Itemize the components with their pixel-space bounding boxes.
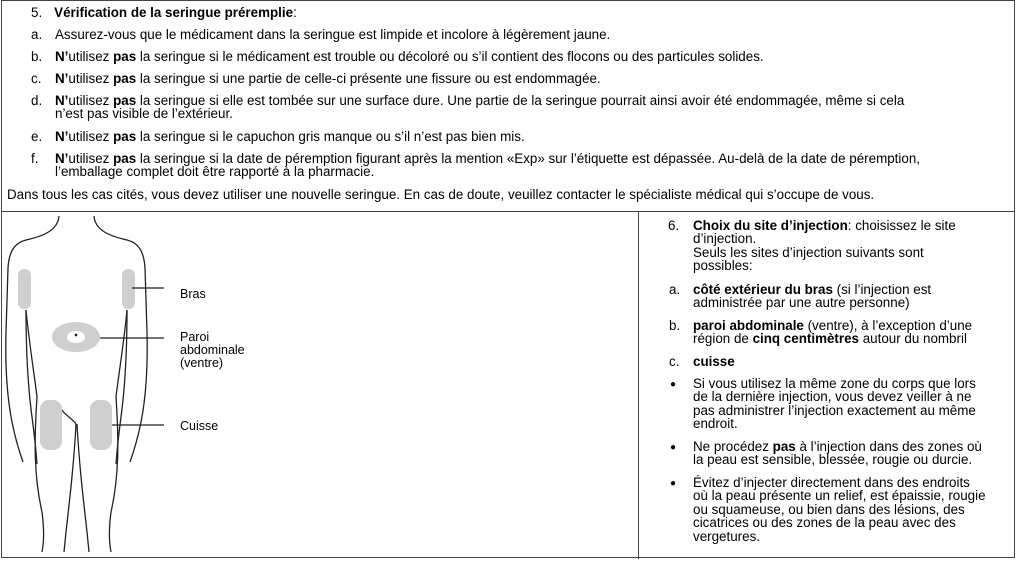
column-divider bbox=[638, 211, 639, 559]
step-5-footer-note: Dans tous les cas cités, vous devez utiliser une nouvelle seringue. En cas de doute, veuillez contacter le spécialiste médical qui s’occupe de vous. bbox=[7, 187, 875, 202]
arm-zone-right bbox=[122, 269, 135, 309]
step-5-heading: 5. Vérification de la seringue préremplie: bbox=[31, 5, 297, 20]
bullet-icon: ● bbox=[670, 379, 677, 390]
injection-sites-figure bbox=[4, 212, 636, 558]
arm-zone-left bbox=[18, 269, 31, 309]
label-abdomen-line-2: abdominale bbox=[180, 343, 245, 357]
thigh-zone-right bbox=[90, 400, 112, 450]
label-arm: Bras bbox=[180, 287, 206, 301]
label-thigh: Cuisse bbox=[180, 419, 219, 433]
body-diagram bbox=[4, 212, 636, 558]
navel-exclusion bbox=[67, 331, 85, 343]
thigh-zone-left bbox=[40, 400, 62, 450]
label-abdomen-line-3: (ventre) bbox=[180, 356, 224, 370]
label-abdomen-line-1: Paroi bbox=[180, 330, 210, 344]
body-outline bbox=[6, 216, 147, 552]
step-title: Vérification de la seringue préremplie bbox=[54, 5, 294, 20]
bullet-icon: ● bbox=[670, 478, 677, 489]
step-title: Choix du site d’injection bbox=[693, 218, 848, 233]
bullet-icon: ● bbox=[670, 442, 677, 453]
step-number: 5. bbox=[31, 5, 43, 20]
navel bbox=[75, 334, 78, 337]
